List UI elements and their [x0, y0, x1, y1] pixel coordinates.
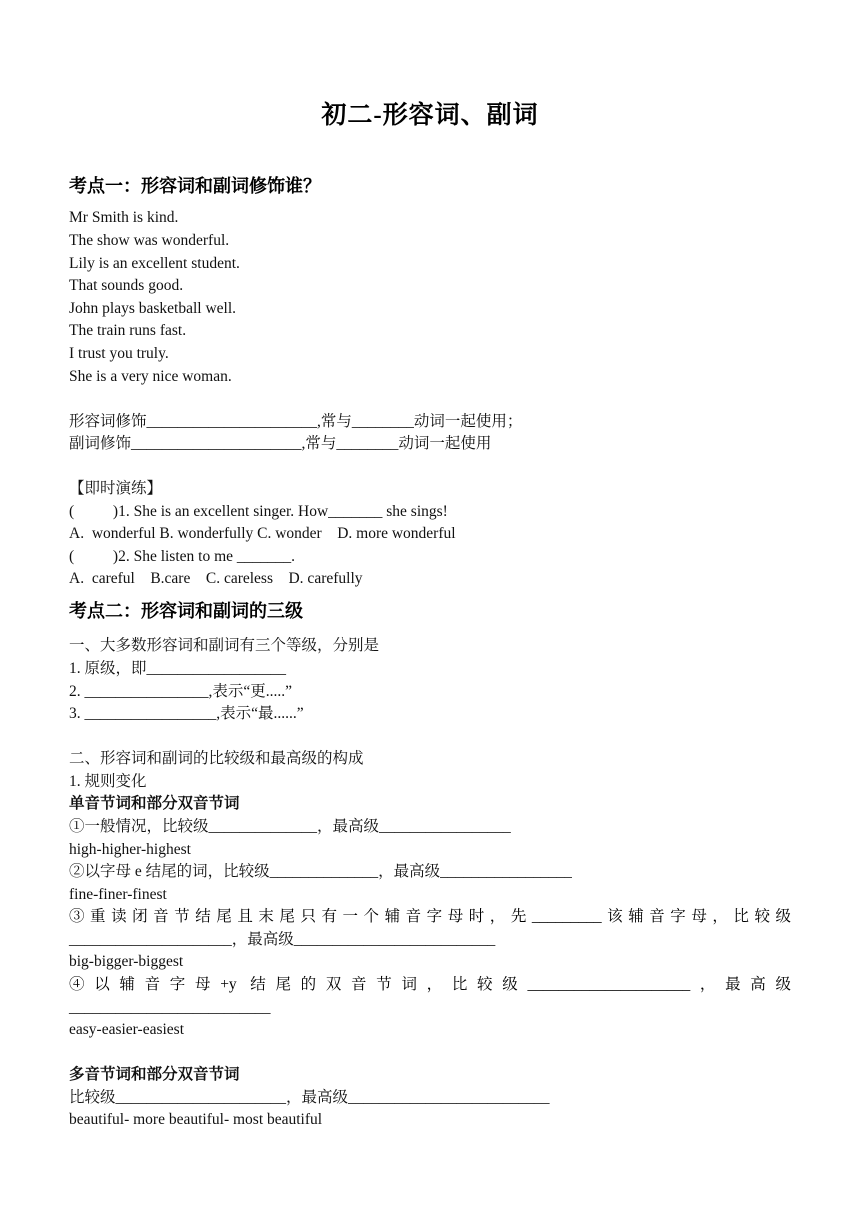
monosyllabic-heading: 单音节词和部分双音节词 [69, 795, 240, 812]
rule-general: ①一般情况，比较级______________，最高级_________________ [69, 818, 511, 835]
rule-closed-syllable-cont: _____________________，最高级__________________________ [69, 931, 496, 948]
example-sentence: That sounds good. [69, 277, 184, 294]
grades-intro: 一、大多数形容词和副词有三个等级，分别是 [69, 637, 380, 654]
section-1-heading: 考点一：形容词和副词修饰谁？ [69, 176, 321, 196]
section-2-heading: 考点二：形容词和副词的三级 [69, 601, 303, 621]
example-fine: fine-finer-finest [69, 886, 167, 903]
example-sentence: John plays basketball well. [69, 300, 237, 317]
question-1: ( )1. She is an excellent singer. How_______ she sings! [69, 503, 448, 520]
example-sentence: The show was wonderful. [69, 232, 230, 249]
polysyllabic-heading: 多音节词和部分双音节词 [69, 1066, 240, 1083]
example-sentence: I trust you truly. [69, 345, 169, 362]
example-sentence: Mr Smith is kind. [69, 209, 179, 226]
question-2: ( )2. She listen to me _______. [69, 548, 296, 565]
example-beautiful: beautiful- more beautiful- most beautiful [69, 1111, 323, 1128]
adverb-rule: 副词修饰______________________,常与________动词一起使用 [69, 435, 492, 452]
grade-positive: 1. 原级，即__________________ [69, 660, 287, 677]
grade-comparative: 2. ________________,表示“更.....” [69, 683, 293, 700]
example-sentence: The train runs fast. [69, 322, 187, 339]
rule-consonant-y-cont: __________________________ [69, 999, 271, 1016]
rule-consonant-y: ④以辅音字母+y 结尾的双音节词，比较级_____________________，最高级 [69, 976, 791, 993]
example-easy: easy-easier-easiest [69, 1021, 185, 1038]
example-high: high-higher-highest [69, 841, 191, 858]
question-2-options: A. careful B.care C. careless D. carefully [69, 570, 363, 587]
rule-polysyllabic: 比较级______________________，最高级__________________________ [69, 1089, 550, 1106]
rule-ending-e: ②以字母 e 结尾的词，比较级______________，最高级_________________ [69, 863, 572, 880]
example-sentence: She is a very nice woman. [69, 368, 232, 385]
regular-change: 1. 规则变化 [69, 773, 147, 790]
rule-closed-syllable: ③重读闭音节结尾且末尾只有一个辅音字母时，先_________该辅音字母，比较级 [69, 908, 791, 925]
formation-heading: 二、形容词和副词的比较级和最高级的构成 [69, 750, 364, 767]
grade-superlative: 3. _________________,表示“最......” [69, 705, 304, 722]
adjective-rule: 形容词修饰______________________,常与________动词一起使用； [69, 413, 523, 430]
practice-heading: 【即时演练】 [69, 480, 163, 497]
example-big: big-bigger-biggest [69, 953, 184, 970]
example-sentence: Lily is an excellent student. [69, 255, 240, 272]
question-1-options: A. wonderful B. wonderfully C. wonder D. more wonderful [69, 525, 456, 542]
page-title: 初二-形容词、副词 [321, 102, 539, 129]
